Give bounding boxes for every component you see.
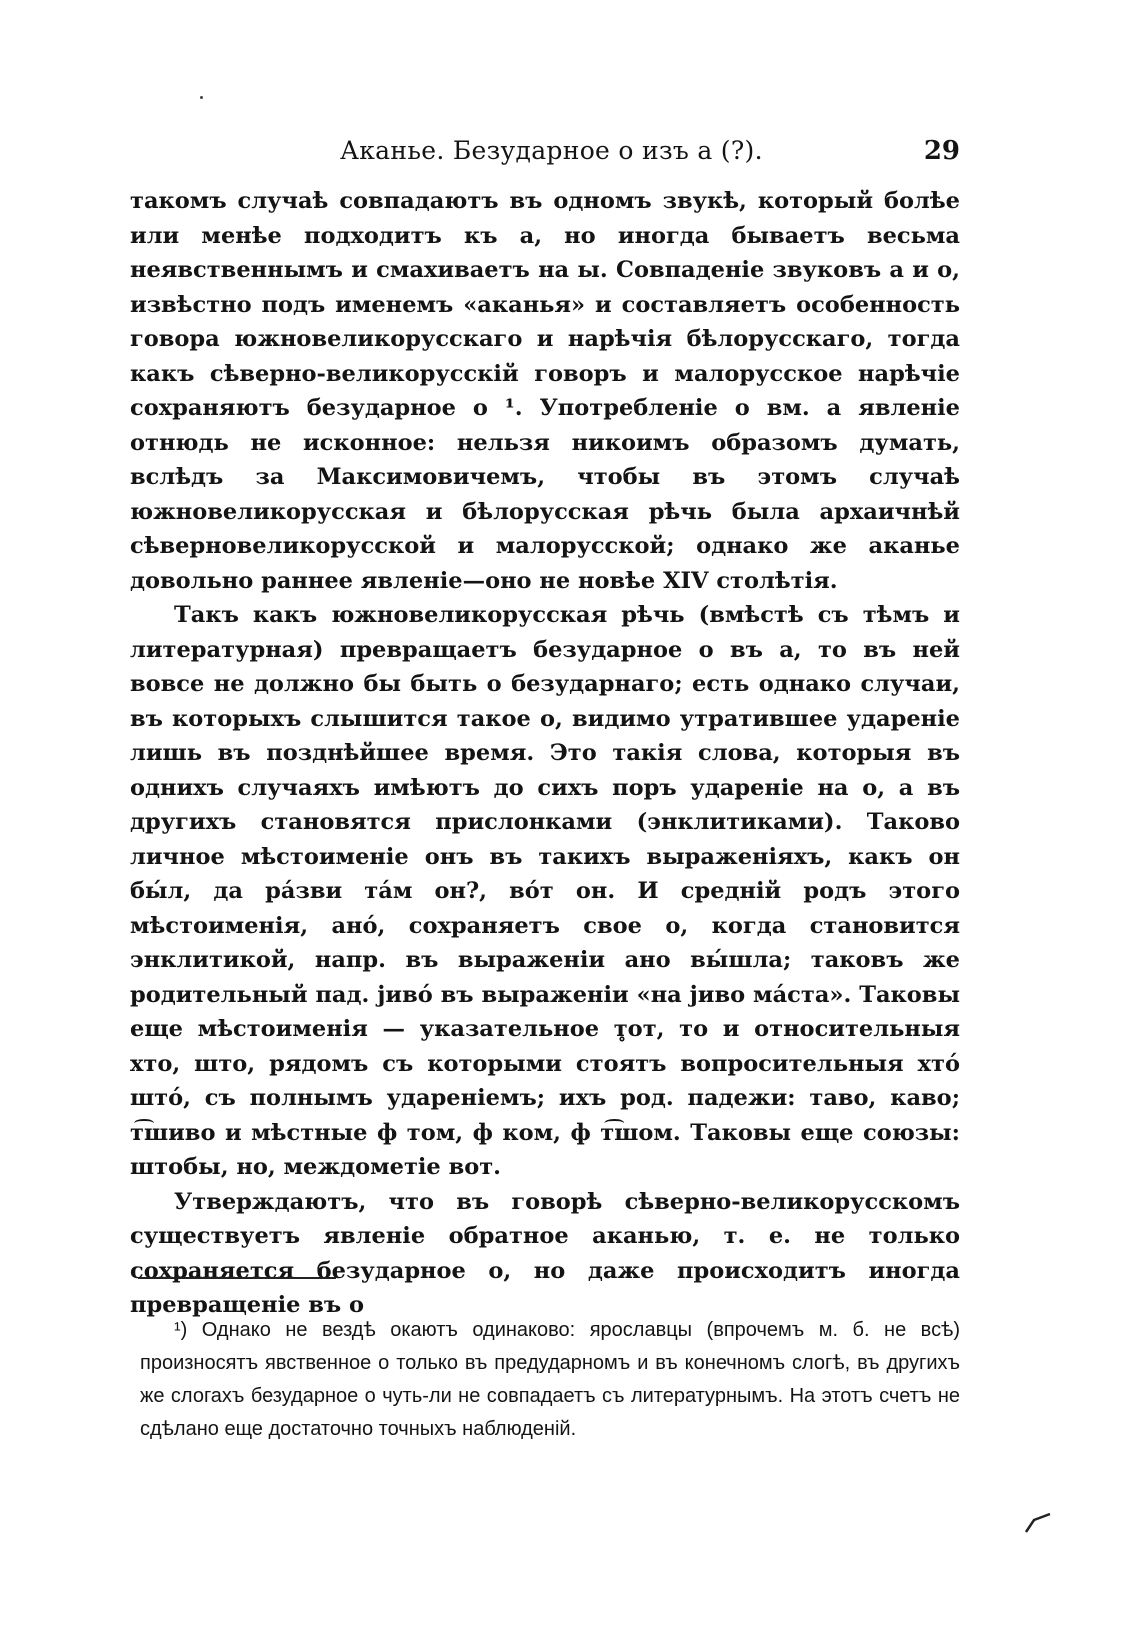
scan-speck [200, 96, 203, 99]
footnote: ¹) Однако не вездѣ окаютъ одинаково: ярославцы (впрочемъ м. б. не всѣ) произносятъ явственное о только въ предударномъ и въ конечномъ слогѣ, въ другихъ же слогахъ безударное о чуть-ли не совпадаетъ съ литературнымъ. На этотъ счетъ не сдѣлано еще достаточно точныхъ наблюденій. [140, 1319, 960, 1440]
corner-mark [1024, 1510, 1052, 1534]
page-header [130, 131, 960, 171]
body-text [130, 184, 960, 1323]
paragraph-3: Утверждаютъ, что въ говорѣ сѣверно-великорусскомъ существуетъ явленіе обратное аканью, т. е. не только сохраняется безударное о, но даже происходитъ иногда превращеніе въ о [130, 1188, 960, 1318]
paragraph-2: Такъ какъ южновеликорусская рѣчь (вмѣстѣ съ тѣмъ и литературная) превращаетъ безударное о въ а, то въ ней вовсе не должно бы быть о безударнаго; есть однако случаи, въ которыхъ слышится такое о, видимо утратившее удареніе лишь въ позднѣйшее время. Это такія слова, которыя въ однихъ случаяхъ имѣютъ до сихъ поръ удареніе на о, а въ другихъ становятся прислонками (энклитиками). Таково личное мѣстоименіе онъ въ такихъ выраженіяхъ, какъ он бы́л, да ра́зви та́м он?, во́т он. И средній родъ этого мѣстоименія, ано́, сохраняетъ свое о, когда становится энклитикой, напр. въ выраженіи ано вы́шла; таковъ же родительный пад. јиво́ въ выраженіи «на јиво ма́ста». Таковы еще мѣстоименія — указательное т̥от, то и относительныя хто, што, рядомъ съ которыми стоятъ вопросительныя хто́ што́, съ полнымъ удареніемъ; ихъ род. падежи: таво, каво; т͡шиво и мѣстные ф том, ф ком, ф т͡шом. Таковы еще союзы: штобы, но, междометіе вот. [130, 602, 960, 1180]
footnote-separator [138, 1277, 336, 1279]
running-title: Аканье. Безударное о изъ а (?). [340, 136, 763, 165]
paragraph-1: такомъ случаѣ совпадаютъ въ одномъ звукѣ, который болѣе или менѣе подходитъ къ а, но иногда бываетъ весьма неявственнымъ и смахиваетъ на ы. Совпаденіе звуковъ а и о, извѣстно подъ именемъ «аканья» и составляетъ особенность говора южновеликорусскаго и нарѣчія бѣлорусскаго, тогда какъ сѣверно-великорусскій говоръ и малорусское нарѣчіе сохраняютъ безударное о ¹. Употребленіе о вм. а явленіе отнюдь не исконное: нельзя никоимъ образомъ думать, вслѣдъ за Максимовичемъ, чтобы въ этомъ случаѣ южновеликорусская и бѣлорусская рѣчь была архаичнѣй сѣверновеликорусской и малорусской; однако же аканье довольно раннее явленіе—оно не новѣе XIV столѣтія. [130, 188, 960, 594]
page-number: 29 [923, 136, 960, 166]
